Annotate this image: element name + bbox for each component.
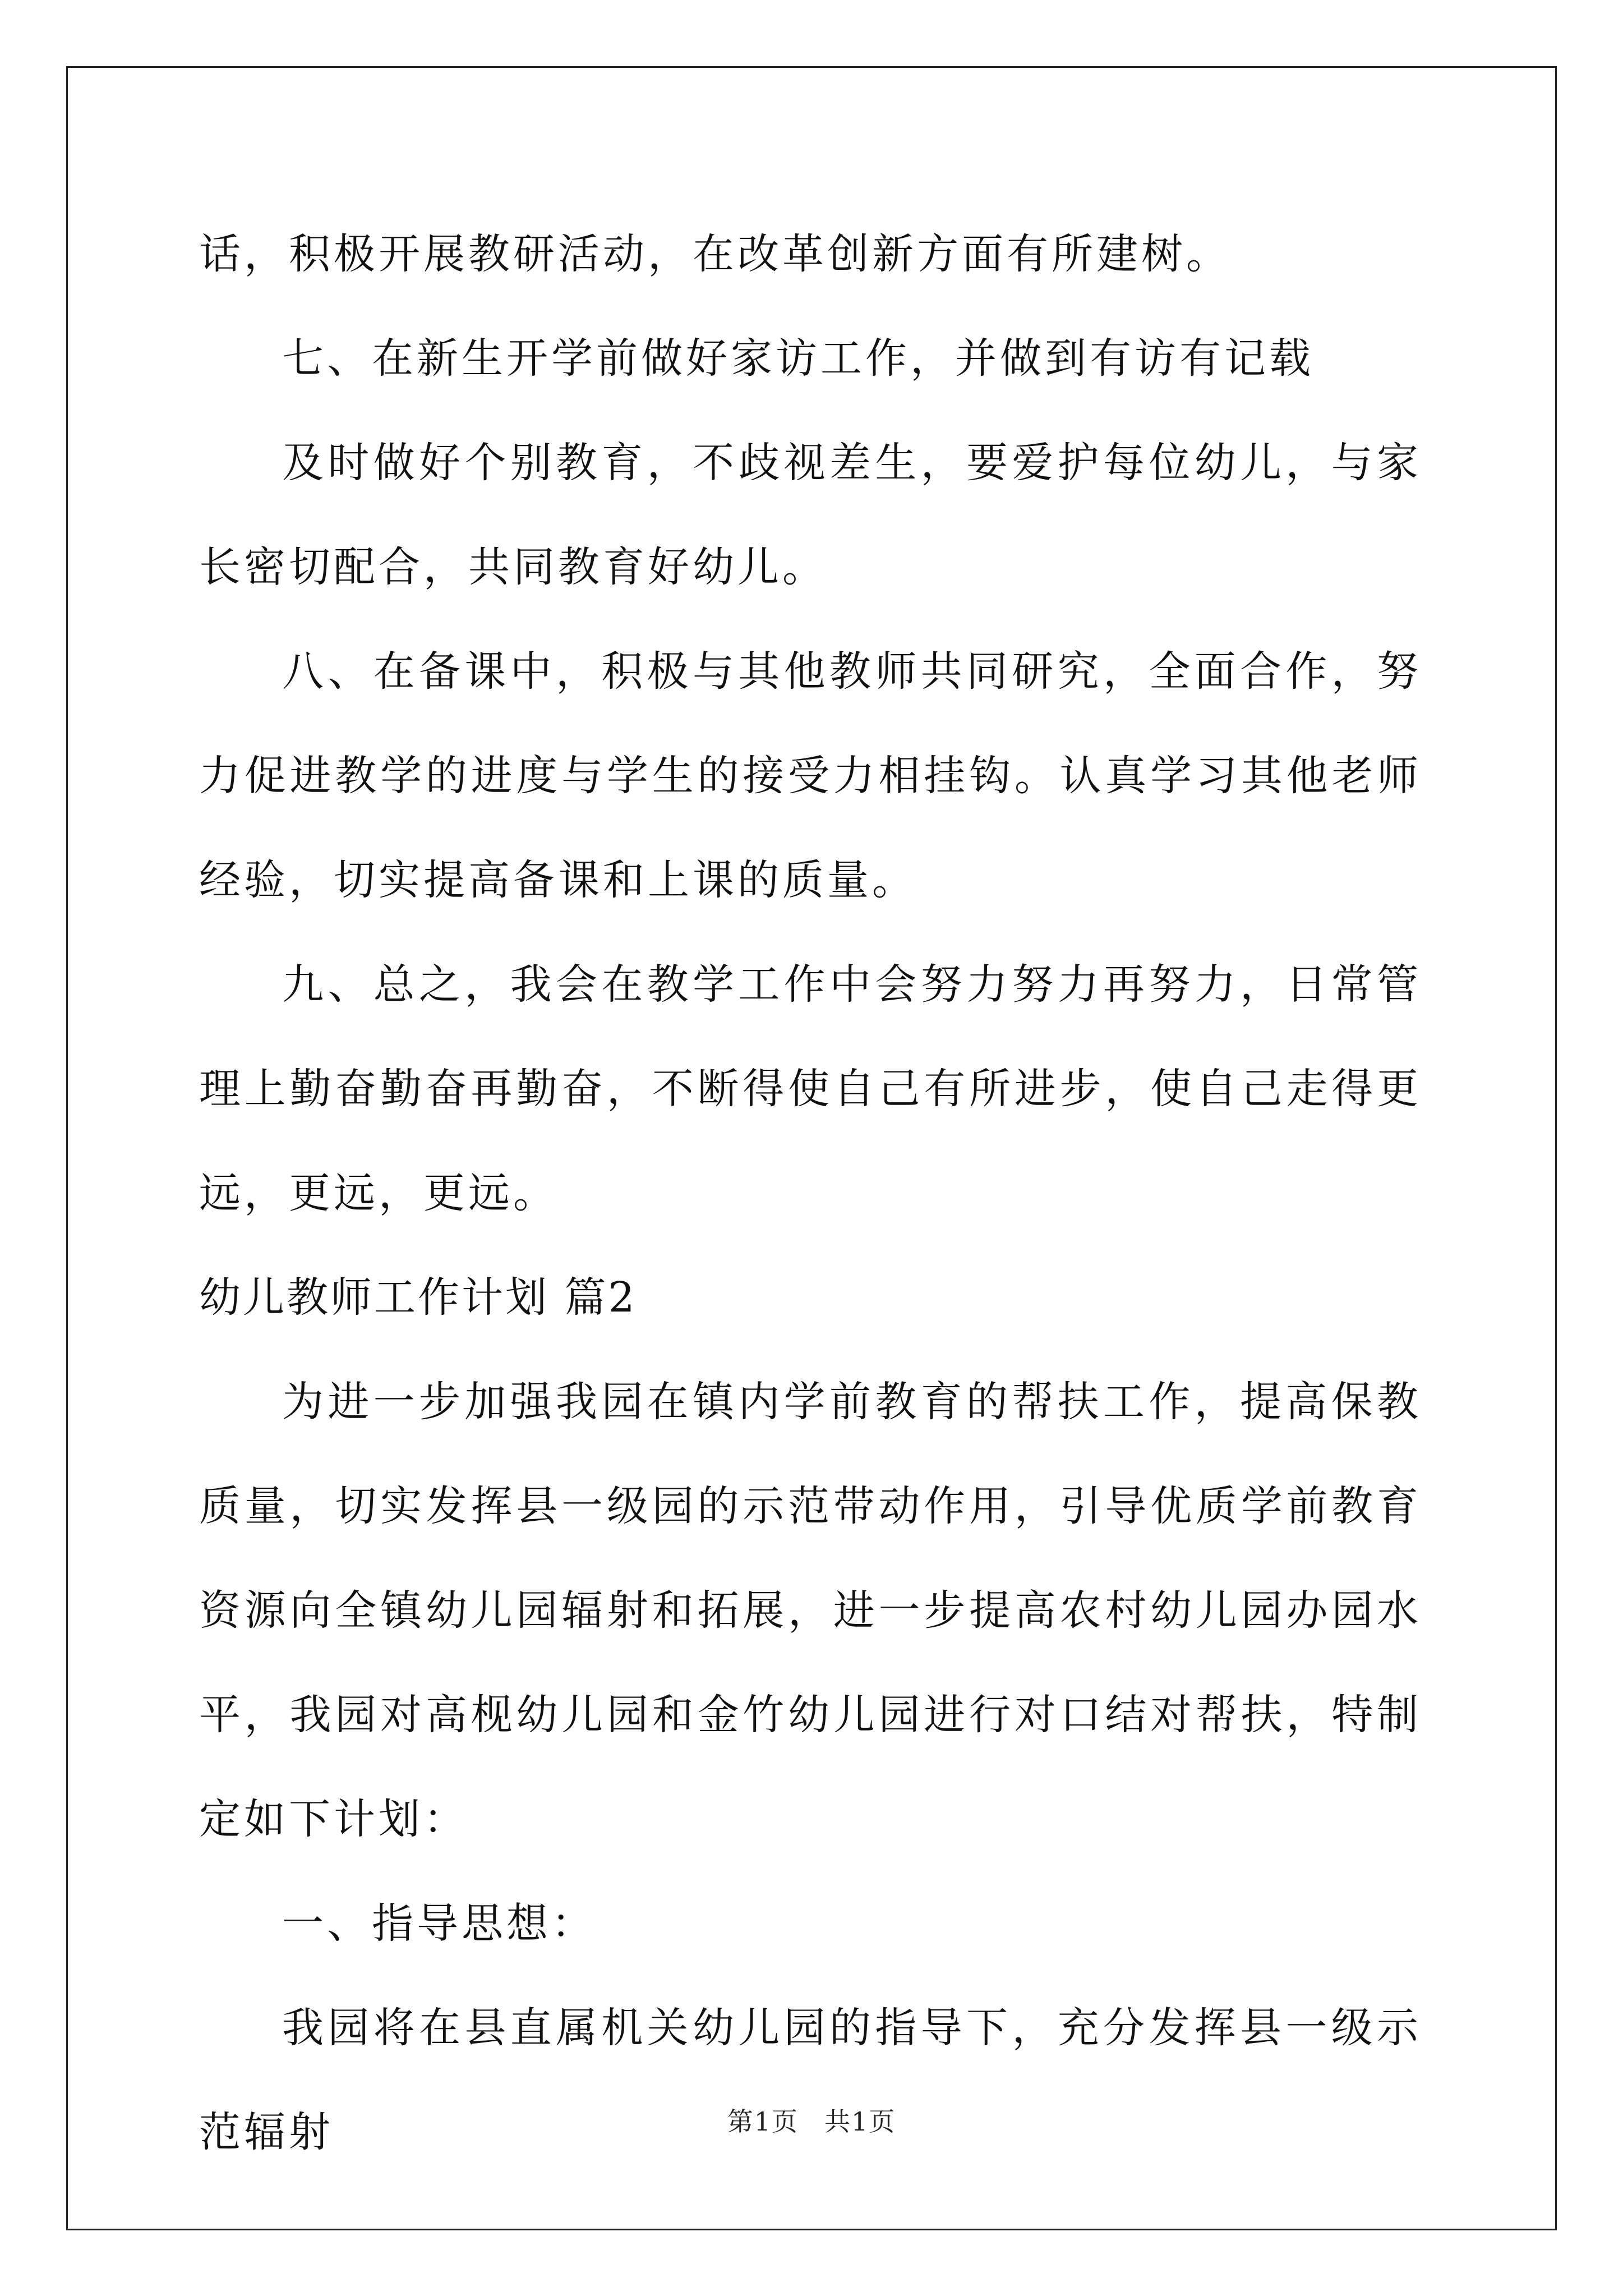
section-heading: 幼儿教师工作计划 篇2 [199, 1273, 637, 1322]
paragraph-6: 为进一步加强我园在镇内学前教育的帮扶工作，提高保教质量，切实发挥县一级园的示范带动作用，引导优质学前教育资源向全镇幼儿园辐射和拓展，进一步提高农村幼儿园办园水平，我园对高枧幼儿园和金竹幼儿园进行对口结对帮扶，特制定如下计划： [199, 1378, 1422, 1843]
paragraph-7: 一、指导思想： [282, 1899, 596, 1948]
document-body [199, 202, 1422, 2184]
paragraph-3: 及时做好个别教育，不歧视差生，要爱护每位幼儿，与家长密切配合，共同教育好幼儿。 [199, 439, 1422, 591]
paragraph-4: 八、在备课中，积极与其他教师共同研究，全面合作，努力促进教学的进度与学生的接受力相挂钩。认真学习其他老师经验，切实提高备课和上课的质量。 [199, 647, 1422, 904]
page-number: 第1页 [727, 2106, 799, 2137]
paragraph-5: 九、总之，我会在教学工作中会努力努力再努力，日常管理上勤奋勤奋再勤奋，不断得使自己有所进步，使自己走得更远，更远，更远。 [199, 960, 1422, 1217]
paragraph-2: 七、在新生开学前做好家访工作，并做到有访有记载 [282, 334, 1314, 383]
page-total: 共1页 [824, 2106, 896, 2137]
page-footer [0, 2105, 1623, 2138]
paragraph-8: 我园将在县直属机关幼儿园的指导下，充分发挥县一级示范辐射 [199, 2004, 1422, 2156]
paragraph-1: 话，积极开展教研活动，在改革创新方面有所建树。 [199, 230, 1231, 278]
